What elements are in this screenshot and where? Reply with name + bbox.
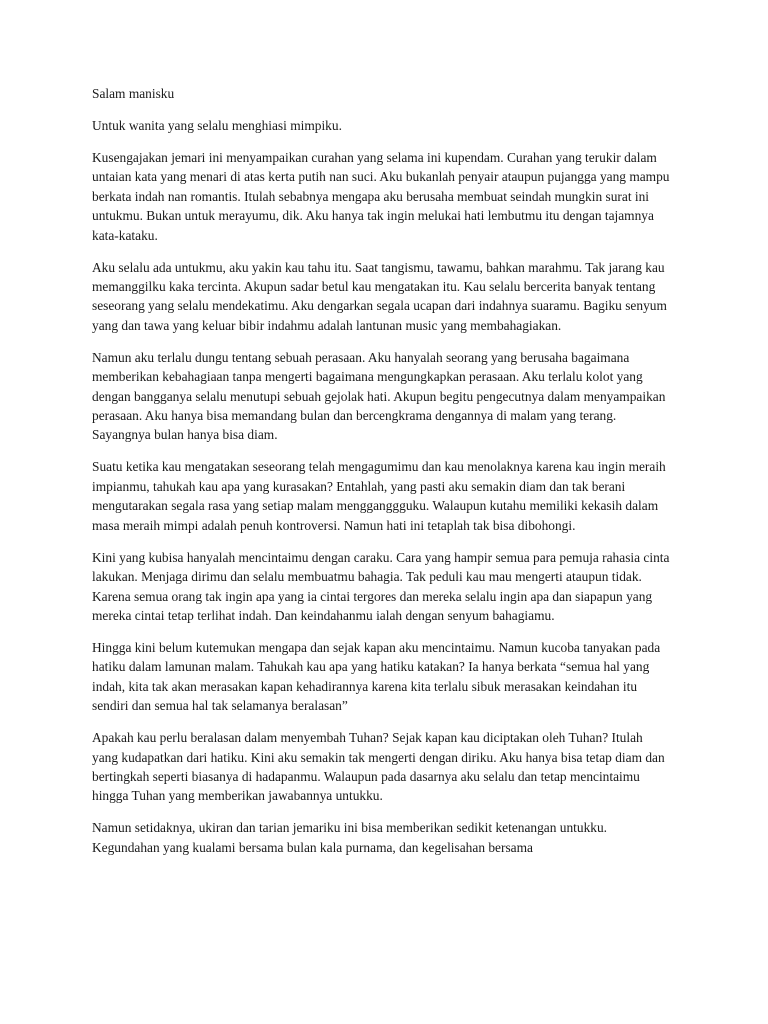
paragraph: Namun aku terlalu dungu tentang sebuah perasaan. Aku hanyalah seorang yang berusaha bagaimana memberikan kebahagiaan tanpa mengerti bagaimana mengungkapkan perasaan. Aku terlalu kolot yang dengan bangganya selalu menutupi sebuah gejolak hati. Akupun begitu pengecutnya dalam menyampaikan perasaan. Aku hanya bisa memandang bulan dan bercengkrama dengannya di malam yang terang. Sayangnya bulan hanya bisa diam. xyxy=(92,349,666,443)
paragraph: Aku selalu ada untukmu, aku yakin kau tahu itu. Saat tangismu, tawamu, bahkan marahmu. Tak jarang kau memanggilku kaka tercinta. Akupun sadar betul kau mengatakan itu. Kau selalu bercerita banyak tentang seseorang yang selalu mendekatimu. Aku dengarkan segala ucapan dari indahnya suaramu. Bagiku senyum yang dan tawa yang keluar bibir indahmu adalah lantunan music yang membahagiakan. xyxy=(92,259,667,333)
paragraph: Kini yang kubisa hanyalah mencintaimu dengan caraku. Cara yang hampir semua para pemuja rahasia cinta lakukan. Menjaga dirimu dan selalu membuatmu bahagia. Tak peduli kau mau mengerti ataupun tidak. Karena semua orang tak ingin apa yang ia cintai tergores dan mereka selalu ingin apa dan siapapun yang mereka cintai tetap terlihat indah. Dan keindahanmu ialah dengan senyum bahagiamu. xyxy=(92,549,670,623)
paragraph: Namun setidaknya, ukiran dan tarian jemariku ini bisa memberikan sedikit ketenangan untukku. Kegundahan yang kualami bersama bulan kala purnama, dan kegelisahan bersama xyxy=(92,820,608,855)
paragraph: Hingga kini belum kutemukan mengapa dan sejak kapan aku mencintaimu. Namun kucoba tanyakan pada hatiku dalam lamunan malam. Tahukah kau apa yang hatiku katakan? Ia hanya berkata “semua hal yang indah, kita tak akan merasakan kapan kehadirannya karena kita terlalu sibuk merasakan keindahan itu sendiri dan semua hal tak selamanya beralasan” xyxy=(92,639,661,714)
paragraph: Kusengajakan jemari ini menyampaikan curahan yang selama ini kupendam. Curahan yang terukir dalam untaian kata yang menari di atas kerta putih nan suci. Aku bukanlah penyair ataupun pujangga yang mampu berkata indah nan romantis. Itulah sebabnya mengapa aku berusaha membuat seindah mungkin surat ini untukmu. Bukan untuk merayumu, dik. Aku hanya tak ingin melukai hati lembutmu itu dengan tajamnya kata-kataku. xyxy=(92,150,670,243)
dedication-line: Untuk wanita yang selalu menghiasi mimpiku. xyxy=(92,118,342,133)
paragraph: Suatu ketika kau mengatakan seseorang telah mengagumimu dan kau menolaknya karena kau ingin meraih impianmu, tahukah kau apa yang kurasakan? Entahlah, yang pasti aku semakin diam dan tak berani mengutarakan segala rasa yang setiap malam mengganggguku. Walaupun kutahu memiliki kekasih dalam masa meraih mimpi adalah penuh kontroversi. Namun hati ini tetaplah tak bisa dibohongi. xyxy=(92,459,666,533)
paragraph: Apakah kau perlu beralasan dalam menyembah Tuhan? Sejak kapan kau diciptakan oleh Tuhan? Itulah yang kudapatkan dari hatiku. Kini aku semakin tak mengerti dengan diriku. Aku hanya bisa tetap diam dan bertingkah seperti biasanya di hadapanmu. Walaupun pada dasarnya aku selalu dan tetap mencintaimu hingga Tuhan yang memberikan jawabannya untukku. xyxy=(92,730,665,804)
letter-body xyxy=(92,84,670,870)
greeting-line: Salam manisku xyxy=(92,86,175,101)
